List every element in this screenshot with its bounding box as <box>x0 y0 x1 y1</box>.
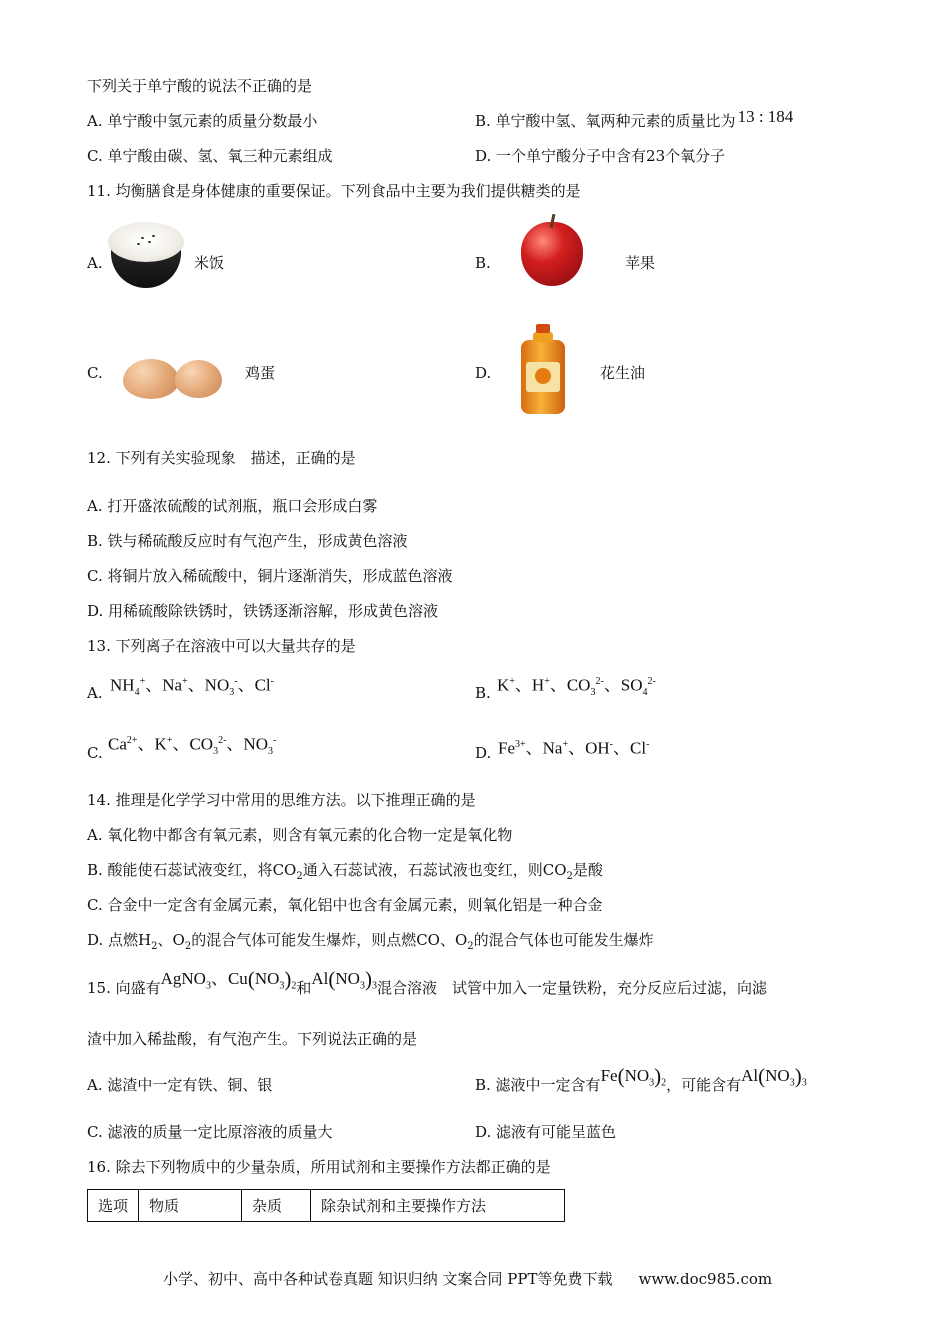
table-header-substance: 物质 <box>139 1190 242 1222</box>
q15-option-c: C. 滤液的质量一定比原溶液的质量大 <box>87 1123 333 1141</box>
q11-option-a-label: A. <box>87 254 103 272</box>
q14-option-b: B. 酸能使石蕊试液变红，将$CO_2$通入石蕊试液，石蕊试液也变红，则$CO_2$是酸 <box>87 861 603 882</box>
q13-option-a-label: A. <box>87 684 103 702</box>
q10-option-a: A. 单宁酸中氢元素的质量分数最小 <box>87 112 318 130</box>
q13-option-d-ions: $Fe^{3+}$、Na+、OH-、Cl- <box>498 738 650 758</box>
table-header-row <box>88 1190 565 1222</box>
q15-stem-part2: 混合溶液 试管中加入一定量铁粉，充分反应后过滤，向滤 <box>376 979 767 997</box>
q12-option-b: B. 铁与稀硫酸反应时有气泡产生，形成黄色溶液 <box>87 532 408 550</box>
table-header-option: 选项 <box>88 1190 139 1222</box>
q13-option-c-label: C. <box>87 744 103 762</box>
q10-option-d: D. 一个单宁酸分子中含有23个氧分子 <box>475 147 726 165</box>
q10-ratio: 13 : 184 <box>737 107 794 126</box>
q12-option-d: D. 用稀硫酸除铁锈时，铁锈逐渐溶解，形成黄色溶液 <box>87 602 439 620</box>
q13-option-c-ions: $Ca^{2+}$、K+、$CO_3^{2-}$、$NO_3^-$ <box>108 734 277 758</box>
rice-bowl-image <box>108 222 184 292</box>
q16-options-table <box>87 1189 565 1222</box>
footer-url[interactable]: www.doc985.com <box>638 1270 773 1288</box>
q15-stem-and: 和 <box>296 979 312 997</box>
q14-option-c: C. 合金中一定含有金属元素，氧化铝中也含有金属元素，则氧化铝是一种合金 <box>87 896 603 914</box>
q12-option-c: C. 将铜片放入稀硫酸中，铜片逐渐消失，形成蓝色溶液 <box>87 567 453 585</box>
q12-option-a: A. 打开盛浓硫酸的试剂瓶，瓶口会形成白雾 <box>87 497 378 515</box>
q14-option-d: D. 点燃$H_2$、$O_2$的混合气体可能发生爆炸，则点燃CO、$O_2$的混合气体也可能发生爆炸 <box>87 931 654 952</box>
q15-stem-part1: 15. 向盛有 <box>87 979 161 997</box>
q13-option-a-ions: $NH_4^+$、Na+、$NO_3^-$、Cl- <box>110 675 274 699</box>
q15-option-b-part2: ，可能含有 <box>666 1076 742 1094</box>
q14-option-d-part2: 的混合气体可能发生爆炸，则点燃 <box>191 931 417 949</box>
q16-stem: 16. 除去下列物质中的少量杂质，所用试剂和主要操作方法都正确的是 <box>87 1158 551 1176</box>
q14-option-b-part1: B. 酸能使石蕊试液变红，将 <box>87 861 273 879</box>
q10-stem: 下列关于单宁酸的说法不正确的是 <box>87 77 313 95</box>
table-header-impurity: 杂质 <box>242 1190 311 1222</box>
eggs-image <box>123 357 223 399</box>
footer-text: 小学、初中、高中各种试卷真题 知识归纳 文案合同 PPT等免费下载 <box>163 1270 613 1288</box>
q15-formula-agno3: AgNO$_3$、$Cu(NO_3)_2$ <box>160 967 297 992</box>
q11-option-c-name: 鸡蛋 <box>245 364 276 382</box>
q15-option-b-part1: B. 滤液中一定含有 <box>475 1076 601 1094</box>
q15-formula-feno3: $Fe(NO_3)_2$ <box>600 1064 667 1089</box>
oil-bottle-image <box>519 324 567 416</box>
q14-option-b-part3: 是酸 <box>572 861 603 879</box>
q15-stem-line2: 渣中加入稀盐酸，有气泡产生。下列说法正确的是 <box>87 1030 418 1048</box>
q11-option-a-name: 米饭 <box>194 254 225 272</box>
q12-stem: 12. 下列有关实验现象 描述，正确的是 <box>87 449 356 467</box>
q15-formula-alno3: $Al(NO_3)_3$ <box>311 967 377 992</box>
q13-option-b-label: B. <box>475 684 491 702</box>
q11-option-d-label: D. <box>475 364 492 382</box>
q10-option-c: C. 单宁酸由碳、氢、氧三种元素组成 <box>87 147 333 165</box>
q15-stem-line1 <box>87 967 767 1005</box>
q13-option-d-label: D. <box>475 744 492 762</box>
q11-stem: 11. 均衡膳食是身体健康的重要保证。下列食品中主要为我们提供糖类的是 <box>87 182 581 200</box>
q10-option-b <box>475 107 794 131</box>
q13-option-b-ions: K+、H+、$CO_3^{2-}$、$SO_4^{2-}$ <box>497 675 656 699</box>
q11-option-b-name: 苹果 <box>625 254 656 272</box>
q15-option-d: D. 滤液有可能呈蓝色 <box>475 1123 617 1141</box>
q11-option-b-label: B. <box>475 254 491 272</box>
q11-option-c-label: C. <box>87 364 103 382</box>
q13-stem: 13. 下列离子在溶液中可以大量共存的是 <box>87 637 356 655</box>
q14-option-a: A. 氧化物中都含有氧元素，则含有氧元素的化合物一定是氧化物 <box>87 826 513 844</box>
q14-option-d-part1: D. 点燃 <box>87 931 139 949</box>
q10-option-b-text: B. 单宁酸中氢、氧两种元素的质量比为 <box>475 112 736 130</box>
apple-image <box>521 216 583 288</box>
q14-option-b-part2: 通入石蕊试液，石蕊试液也变红，则 <box>302 861 543 879</box>
page-footer <box>163 1268 772 1289</box>
table-header-method: 除杂试剂和主要操作方法 <box>311 1190 565 1222</box>
q15-option-b <box>475 1064 807 1102</box>
q11-option-d-name: 花生油 <box>600 364 646 382</box>
q14-option-d-part3: 的混合气体也可能发生爆炸 <box>473 931 654 949</box>
q15-formula-alno3-b: $Al(NO_3)_3$ <box>741 1064 807 1089</box>
q14-stem: 14. 推理是化学学习中常用的思维方法。以下推理正确的是 <box>87 791 476 809</box>
q15-option-a: A. 滤渣中一定有铁、铜、银 <box>87 1076 273 1094</box>
